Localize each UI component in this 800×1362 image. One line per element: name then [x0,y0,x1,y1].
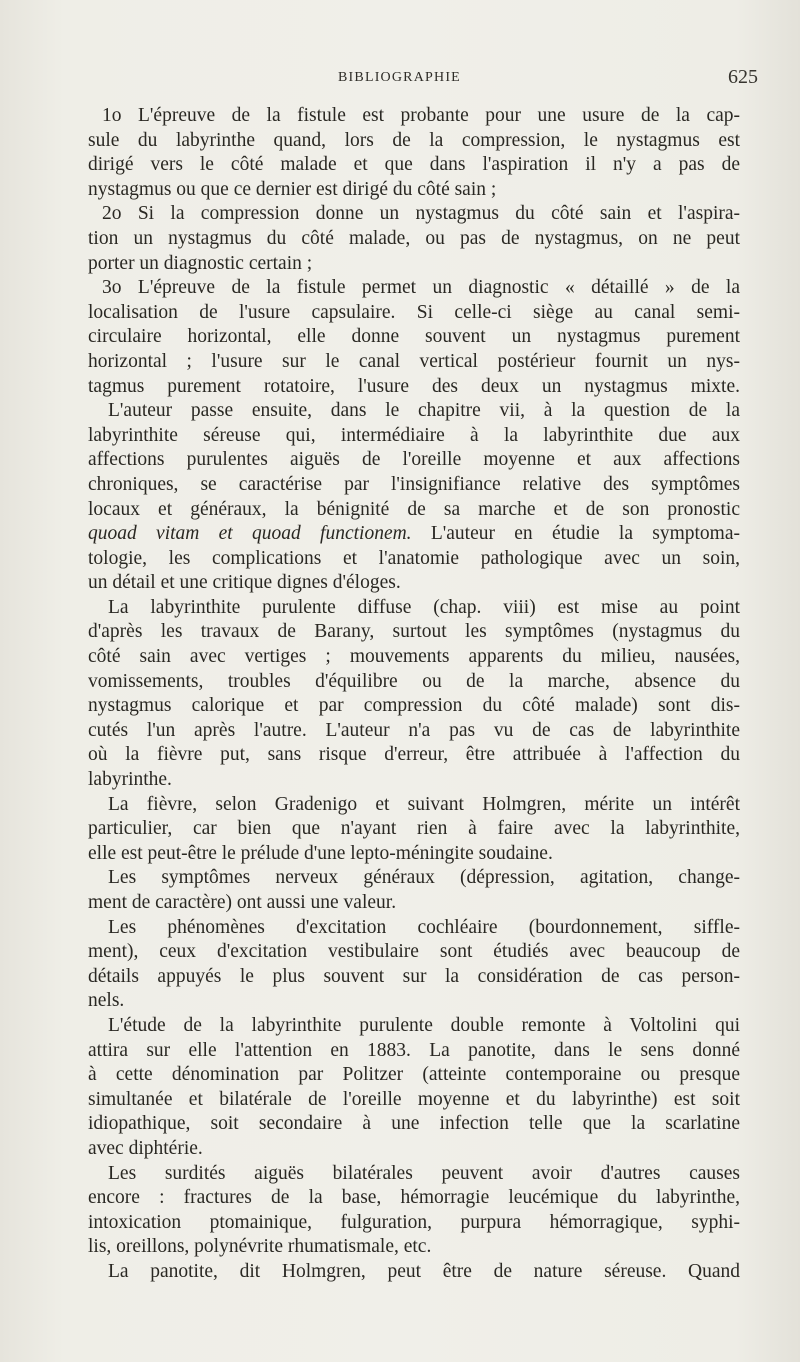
text-line: encore : fractures de la base, hémorragie leucémique du labyrinthe, [88,1187,740,1209]
text-line: L'étude de la labyrinthite purulente double remonte à Voltolini qui [108,1014,740,1036]
text-line: simultanée et bilatérale de l'oreille moyenne et du labyrinthe) est soit [88,1088,740,1110]
text-line: attira sur elle l'attention en 1883. La panotite, dans le sens donné [88,1039,740,1061]
italic-phrase: quoad vitam et quoad functionem. [88,523,412,545]
text-line: intoxication ptomainique, fulguration, purpura hémorragique, syphi- [88,1211,740,1233]
text-line: 2o Si la compression donne un nystagmus du côté sain et l'aspira- [102,203,740,225]
text-line: chroniques, se caractérise par l'insignifiance relative des symptômes [88,473,740,495]
text-line: Les surdités aiguës bilatérales peuvent avoir d'autres causes [108,1162,740,1184]
text-line: sule du labyrinthe quand, lors de la compression, le nystagmus est [88,129,740,151]
text-line: Les phénomènes d'excitation cochléaire (bourdonnement, siffle- [108,916,740,938]
text-line: côté sain avec vertiges ; mouvements apparents du milieu, nausées, [88,646,740,668]
text-line: Les symptômes nerveux généraux (dépression, agitation, change- [108,867,740,889]
text-line: 1o L'épreuve de la fistule est probante pour une usure de la cap- [102,105,740,126]
text-line: quoad vitam et quoad functionem. L'auteur en étudie la symptoma- [88,523,740,545]
text-line: idiopathique, soit secondaire à une infection telle que la scarlatine [88,1113,740,1135]
text-line: vomissements, troubles d'équilibre ou de la marche, absence du [88,670,740,692]
text-line: affections purulentes aiguës de l'oreille moyenne et aux affections [88,449,740,471]
text-line: circulaire horizontal, elle donne souvent un nystagmus purement [88,326,740,348]
text-line: nystagmus ou que ce dernier est dirigé du côté sain ; [88,178,497,200]
text-line: dirigé vers le côté malade et que dans l'aspiration il n'y a pas de [88,154,740,176]
text-line: elle est peut-être le prélude d'une lepto-méningite soudaine. [88,842,553,864]
text-line: La fièvre, selon Gradenigo et suivant Holmgren, mérite un intérêt [108,793,740,815]
text-line: La labyrinthite purulente diffuse (chap. viii) est mise au point [108,596,740,618]
text-line: nystagmus calorique et par compression du côté malade) sont dis- [88,695,740,717]
text-line: 3o L'épreuve de la fistule permet un diagnostic « détaillé » de la [102,277,740,299]
text-line: labyrinthe. [88,769,172,791]
text-line: tion un nystagmus du côté malade, ou pas de nystagmus, on ne peut [88,227,740,249]
text-line: localisation de l'usure capsulaire. Si celle-ci siège au canal semi- [88,301,740,323]
running-head [0,66,800,90]
text-line: où la fièvre put, sans risque d'erreur, être attribuée à l'affection du [88,744,740,766]
body-text [88,104,740,1285]
text-line: La panotite, dit Holmgren, peut être de nature séreuse. Quand [108,1260,740,1282]
text-line: avec diphtérie. [88,1137,203,1159]
text-line: porter un diagnostic certain ; [88,252,313,274]
text-line: particulier, car bien que n'ayant rien à faire avec la labyrinthite, [88,818,740,840]
text-line: d'après les travaux de Barany, surtout les symptômes (nystagmus du [88,621,740,643]
text-line: tologie, les complications et l'anatomie pathologique avec un soin, [88,547,740,569]
text-line: tagmus purement rotatoire, l'usure des deux un nystagmus mixte. [88,375,740,397]
text-line: un détail et une critique dignes d'éloges. [88,572,401,594]
text-line: cutés l'un après l'autre. L'auteur n'a pas vu de cas de labyrinthite [88,719,740,741]
text-line: lis, oreillons, polynévrite rhumatismale, etc. [88,1236,432,1258]
running-title: BIBLIOGRAPHIE [338,70,461,85]
text-line: locaux et généraux, la bénignité de sa marche et de son pronostic [88,498,740,520]
text-line: ment de caractère) ont aussi une valeur. [88,892,397,913]
text-line: horizontal ; l'usure sur le canal vertical postérieur fournit un nys- [88,350,740,372]
text-line: nels. [88,990,125,1012]
page-number: 625 [728,66,758,88]
text-line: à cette dénomination par Politzer (atteinte contemporaine ou presque [88,1064,740,1086]
text-line: L'auteur passe ensuite, dans le chapitre vii, à la question de la [108,400,740,422]
text-line: ment), ceux d'excitation vestibulaire sont étudiés avec beaucoup de [88,941,740,963]
text-line: détails appuyés le plus souvent sur la considération de cas person- [88,965,740,987]
text-line: labyrinthite séreuse qui, intermédiaire à la labyrinthite due aux [88,424,740,446]
